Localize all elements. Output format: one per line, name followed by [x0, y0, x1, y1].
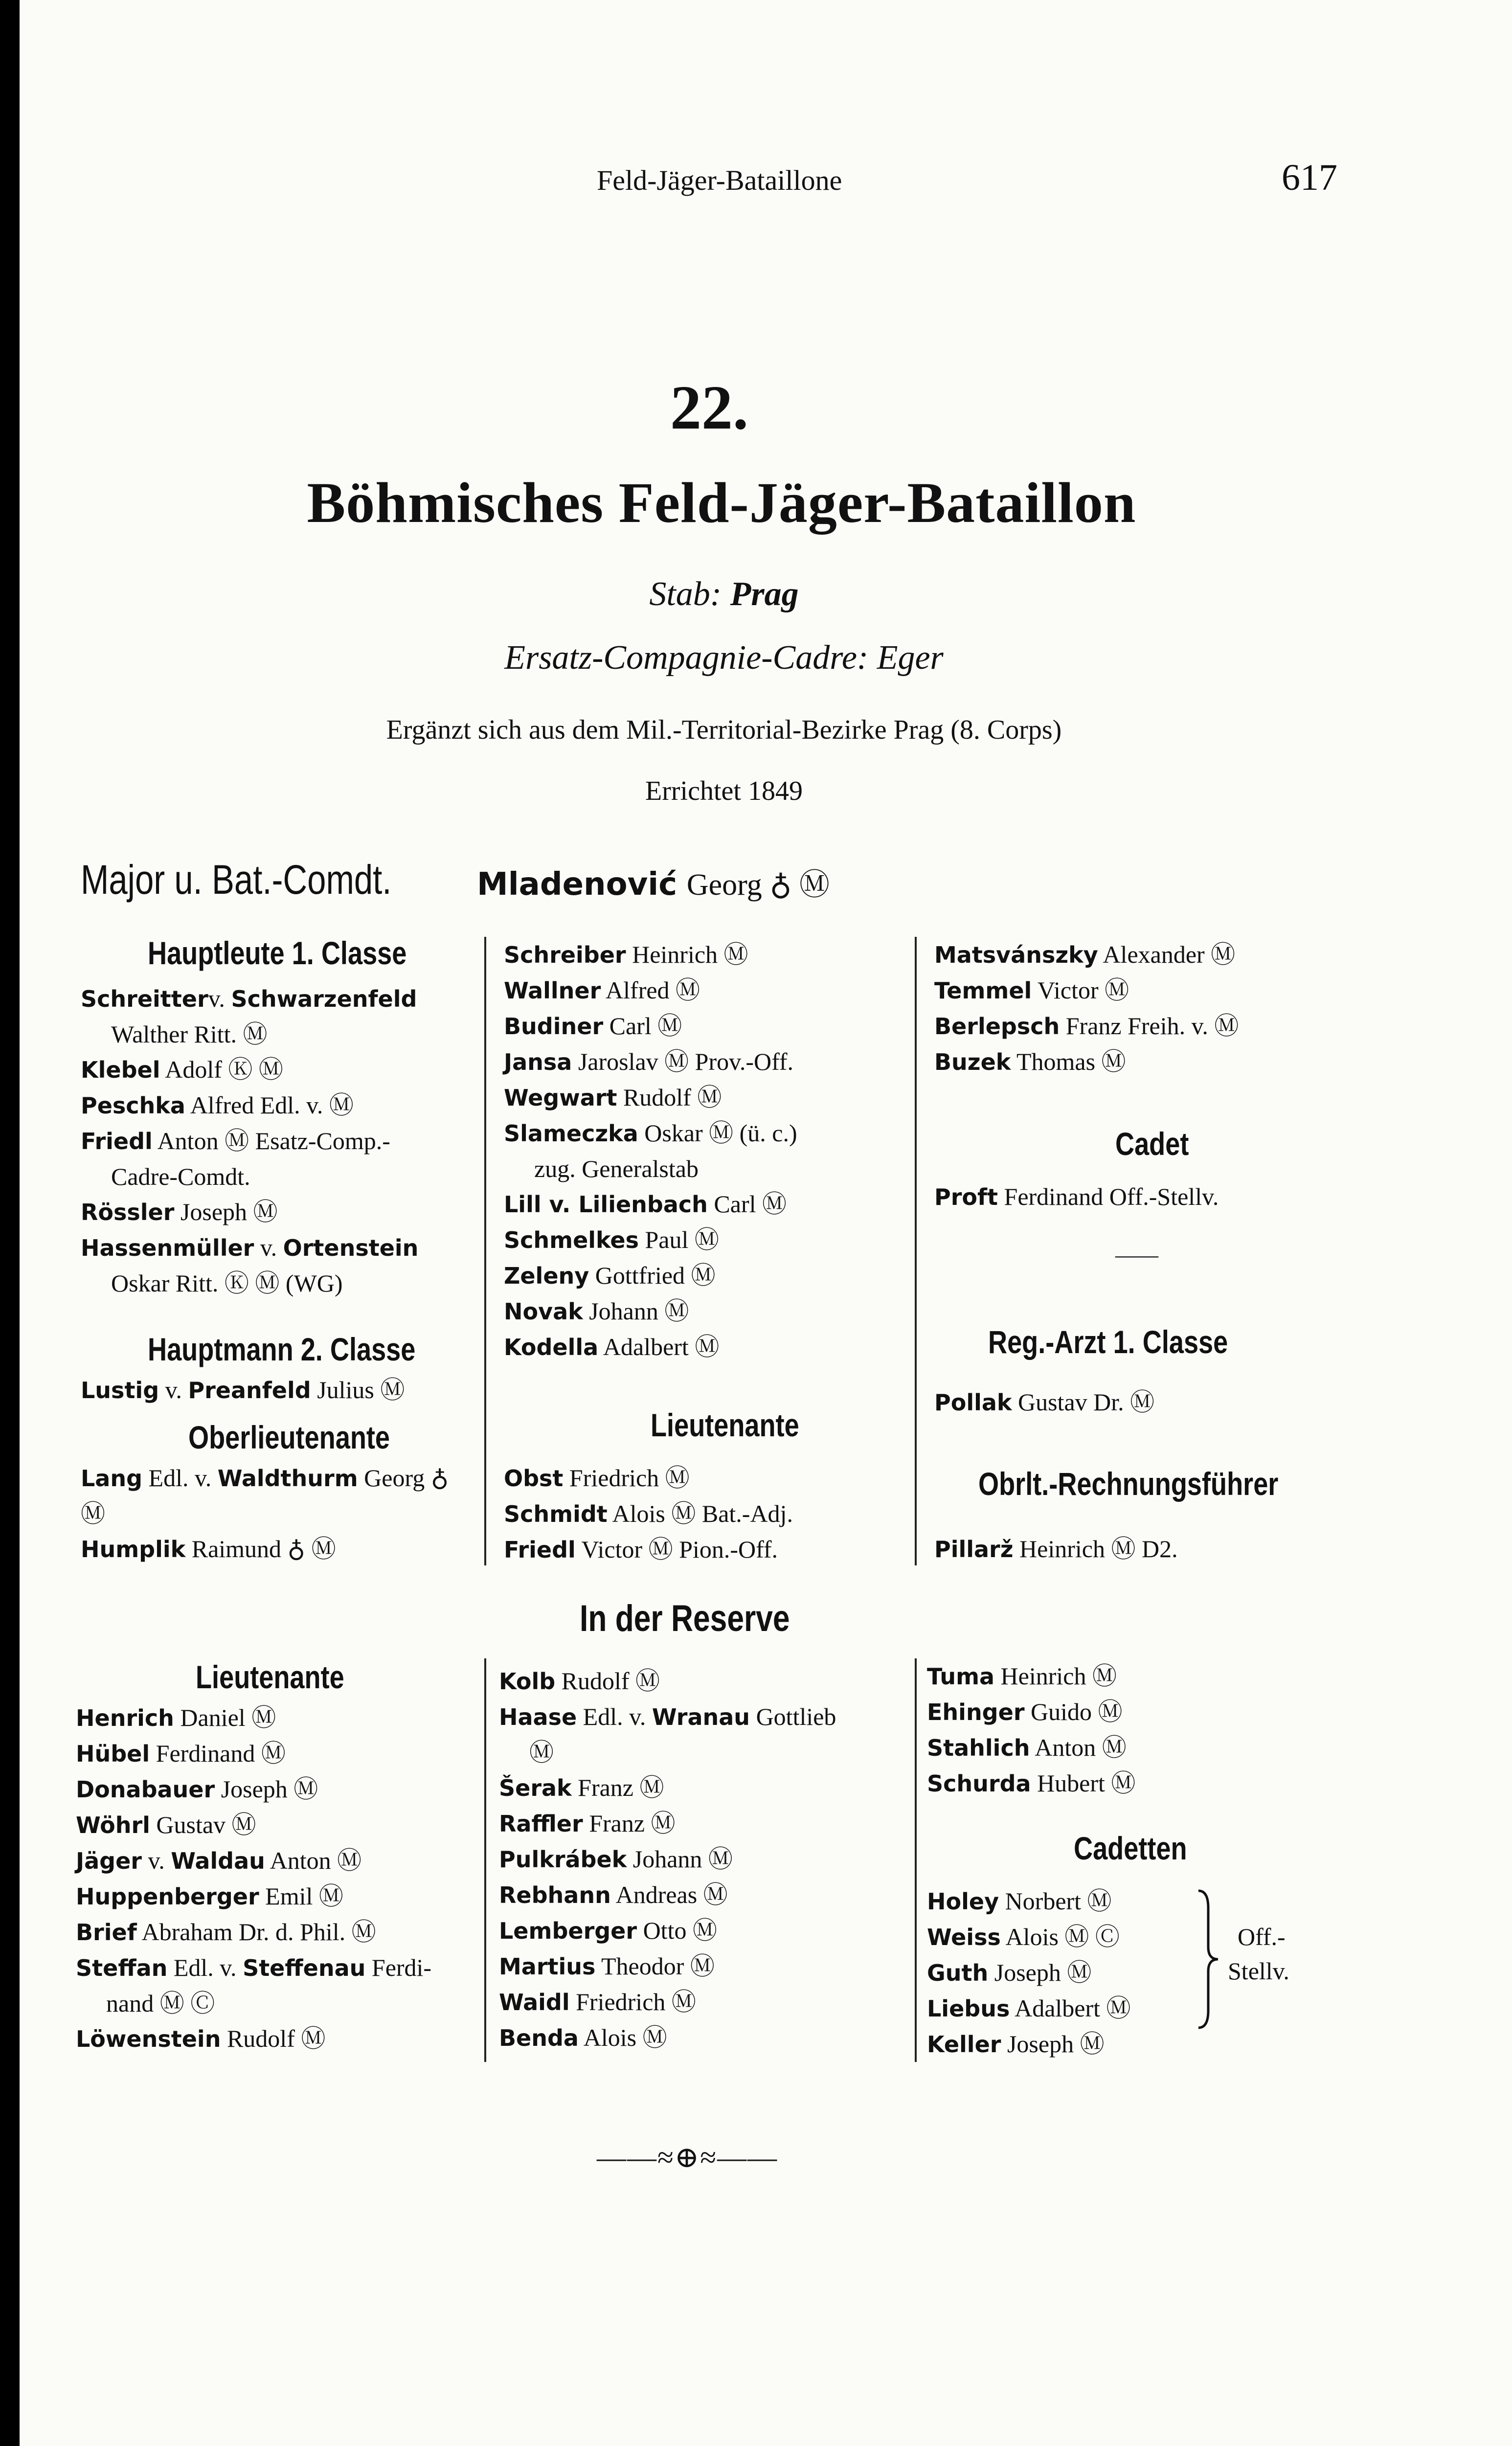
entry-line: Lill v. Lilienbach Carl Ⓜ — [504, 1190, 787, 1218]
entry-line: Wallner Alfred Ⓜ — [504, 976, 700, 1004]
entry-line: Šerak Franz Ⓜ — [499, 1774, 664, 1801]
ersatz-label: Ersatz-Compagnie-Cadre: — [504, 639, 869, 677]
section-number: 22. — [670, 373, 748, 442]
entry-line: Wegwart Rudolf Ⓜ — [504, 1084, 722, 1111]
column-1-c — [81, 1460, 482, 1567]
entry-line: Martius Theodor Ⓜ — [499, 1952, 715, 1980]
entry-line: Rebhann Andreas Ⓜ — [499, 1881, 728, 1908]
stab-line — [20, 575, 1428, 614]
entry-line: Haase Edl. v. Wranau Gottlieb — [499, 1703, 836, 1730]
column-2-b — [504, 1460, 905, 1567]
entry-line: Schreiber Heinrich Ⓜ — [504, 941, 748, 968]
entry-line: Matsvánszky Alexander Ⓜ — [934, 941, 1236, 968]
commander-surname: Mladenović — [477, 866, 677, 903]
offstellv-2: Stellv. — [1228, 1957, 1289, 1985]
entry-line: Jäger v. Waldau Anton Ⓜ — [76, 1847, 362, 1874]
running-header: Feld-Jäger-Bataillone — [597, 164, 842, 196]
reserve-column-2 — [499, 1663, 910, 2056]
entry-line: Friedl Anton Ⓜ Esatz-Comp.- — [81, 1127, 390, 1155]
entry-line: Hübel Ferdinand Ⓜ — [76, 1740, 286, 1767]
heading-cadetten: Cadetten — [1074, 1830, 1187, 1866]
entry-cont: Cadre-Comdt. — [111, 1163, 250, 1190]
entry-line: Jansa Jaroslav Ⓜ Prov.-Off. — [504, 1048, 794, 1075]
heading-reserve-lieutenante: Lieutenante — [196, 1659, 344, 1695]
entry-line: Huppenberger Emil Ⓜ — [76, 1882, 343, 1910]
ergaenzt-line: Ergänzt sich aus dem Mil.-Territorial-Bezirke Prag (8. Corps) — [386, 715, 1062, 745]
ersatz-place: Eger — [877, 639, 944, 677]
entry-line: Pillarž Heinrich Ⓜ D2. — [934, 1535, 1178, 1563]
column-3-d — [934, 1531, 1375, 1567]
ornament-icon: ——≈⊕≈—— — [597, 2141, 778, 2174]
heading-regimentsarzt: Reg.-Arzt 1. Classe — [988, 1324, 1228, 1360]
reserve-cadetten — [927, 1883, 1240, 2062]
entry-line: Peschka Alfred Edl. v. Ⓜ — [81, 1091, 354, 1119]
entry-line: Buzek Thomas Ⓜ — [934, 1048, 1126, 1075]
entry-line: Weiss Alois Ⓜ Ⓒ — [927, 1923, 1120, 1950]
column-rule — [484, 937, 486, 1565]
entry-line: Guth Joseph Ⓜ — [927, 1959, 1092, 1986]
heading-rechnungsfuehrer: Obrlt.-Rechnungsführer — [978, 1466, 1279, 1502]
column-rule — [915, 937, 917, 1565]
entry-line: Schmidt Alois Ⓜ Bat.-Adj. — [504, 1500, 793, 1527]
entry-line: Friedl Victor Ⓜ Pion.-Off. — [504, 1536, 778, 1563]
reserve-column-1 — [76, 1700, 482, 2057]
entry-line: Zeleny Gottfried Ⓜ — [504, 1262, 716, 1289]
entry-line: Hassenmüller v. Ortenstein — [81, 1234, 419, 1261]
column-1-b — [81, 1372, 482, 1408]
heading-hauptmann-2: Hauptmann 2. Classe — [148, 1331, 416, 1367]
heading-hauptleute: Hauptleute 1. Classe — [148, 935, 407, 971]
entry-line: Lang Edl. v. Waldthurm Georg ♁ — [81, 1464, 449, 1492]
offstellv-1: Off.- — [1238, 1923, 1286, 1950]
entry-line: Löwenstein Rudolf Ⓜ — [76, 2025, 326, 2052]
entry-line: Kodella Adalbert Ⓜ — [504, 1333, 720, 1360]
commander-line — [477, 860, 830, 904]
entry-cont: Ⓜ — [529, 1739, 554, 1766]
entry-line: Wöhrl Gustav Ⓜ — [76, 1811, 256, 1838]
entry-line: Budiner Carl Ⓜ — [504, 1012, 682, 1040]
heading-lieutenante: Lieutenante — [651, 1407, 799, 1443]
entry-line: Novak Johann Ⓜ — [504, 1297, 689, 1325]
entry-line: Henrich Daniel Ⓜ — [76, 1704, 276, 1731]
entry-line: Kolb Rudolf Ⓜ — [499, 1667, 660, 1695]
entry-line: Waidl Friedrich Ⓜ — [499, 1988, 696, 2016]
column-rule — [484, 1658, 486, 2062]
column-1 — [81, 981, 482, 1301]
entry-cont: nand Ⓜ Ⓒ — [106, 1990, 215, 2017]
column-rule — [915, 1658, 917, 2062]
page-number: 617 — [1282, 157, 1337, 198]
entry-cont: Ⓜ — [81, 1500, 105, 1527]
entry-line: Obst Friedrich Ⓜ — [504, 1464, 690, 1492]
page-title: Böhmisches Feld-Jäger-Bataillon — [307, 471, 1136, 535]
entry-line: Schmelkes Paul Ⓜ — [504, 1226, 719, 1253]
page — [20, 0, 1512, 2446]
entry-cont: Oskar Ritt. Ⓚ Ⓜ (WG) — [111, 1269, 343, 1297]
heading-reserve: In der Reserve — [580, 1598, 790, 1639]
entry-line: Donabauer Joseph Ⓜ — [76, 1775, 318, 1803]
entry-line: Liebus Adalbert Ⓜ — [927, 1994, 1131, 2022]
stab-label: Stab: — [649, 575, 722, 613]
reserve-column-3 — [927, 1658, 1367, 1801]
entry-line: Steffan Edl. v. Steffenau Ferdi- — [76, 1954, 432, 1981]
errichtet-line: Errichtet 1849 — [645, 776, 803, 806]
commander-rank: Major u. Bat.-Comdt. — [81, 857, 392, 903]
entry-line: Brief Abraham Dr. d. Phil. Ⓜ — [76, 1918, 376, 1946]
entry-line: Ehinger Guido Ⓜ — [927, 1698, 1123, 1725]
column-2 — [504, 937, 905, 1365]
entry-line: Klebel Adolf Ⓚ Ⓜ — [81, 1056, 283, 1083]
column-3 — [934, 937, 1375, 1080]
entry-line: Benda Alois Ⓜ — [499, 2024, 667, 2051]
entry-cont: zug. Generalstab — [534, 1155, 699, 1182]
column-3-c — [934, 1384, 1375, 1420]
entry-line: Slameczka Oskar Ⓜ (ü. c.) — [504, 1119, 797, 1147]
separator-dash: —— — [1115, 1243, 1158, 1267]
entry-cont: Walther Ritt. Ⓜ — [111, 1020, 268, 1048]
entry-line: Raffler Franz Ⓜ — [499, 1810, 676, 1837]
entry-line: Schurda Hubert Ⓜ — [927, 1769, 1136, 1797]
entry-line: Proft Ferdinand Off.-Stellv. — [934, 1183, 1219, 1210]
stab-place: Prag — [730, 575, 799, 613]
entry-line: Temmel Victor Ⓜ — [934, 976, 1129, 1004]
entry-line: Keller Joseph Ⓜ — [927, 2030, 1105, 2058]
entry-line: Rössler Joseph Ⓜ — [81, 1198, 278, 1225]
entry-line: Berlepsch Franz Freih. v. Ⓜ — [934, 1012, 1239, 1040]
heading-oberlieutenante: Oberlieutenante — [188, 1419, 390, 1455]
entry-line: Lustig v. Preanfeld Julius Ⓜ — [81, 1376, 405, 1404]
entry-line: Holey Norbert Ⓜ — [927, 1887, 1112, 1915]
entry-line: Schreitterv. Schwarzenfeld — [81, 985, 417, 1012]
heading-cadet: Cadet — [1115, 1126, 1189, 1162]
ersatz-line — [20, 638, 1428, 678]
entry-line: Stahlich Anton Ⓜ — [927, 1734, 1127, 1761]
entry-line: Lemberger Otto Ⓜ — [499, 1917, 717, 1944]
entry-line: Pulkrábek Johann Ⓜ — [499, 1845, 733, 1873]
commander-rest: Georg ♁ Ⓜ — [686, 868, 830, 902]
column-3-b — [934, 1179, 1375, 1215]
brace-icon — [1194, 1888, 1223, 2030]
entry-line: Tuma Heinrich Ⓜ — [927, 1662, 1117, 1690]
entry-line: Pollak Gustav Dr. Ⓜ — [934, 1388, 1155, 1416]
entry-line: Humplik Raimund ♁ Ⓜ — [81, 1535, 336, 1563]
